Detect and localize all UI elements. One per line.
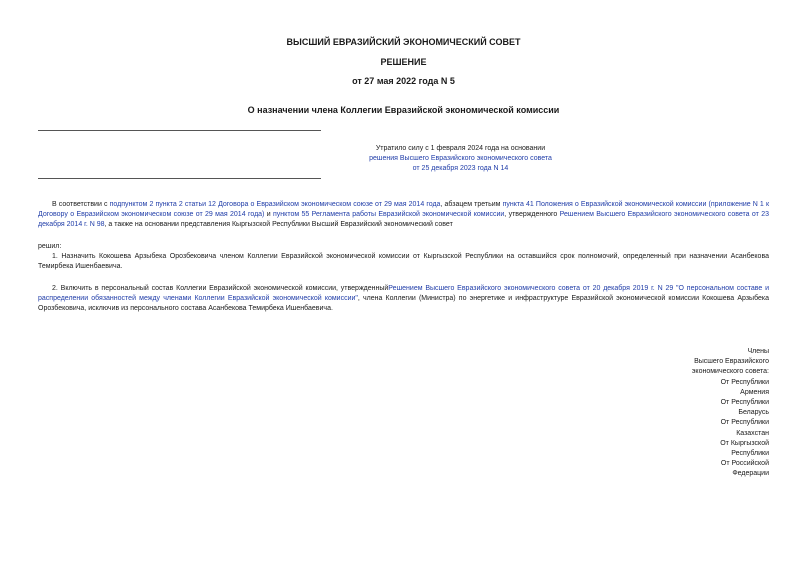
council-decision-98-link[interactable]: Решением Высшего Евразийского экономического совета от 23 декабря 2014 г. N 98	[38, 211, 769, 228]
signature-line: Беларусь	[738, 409, 769, 417]
signature-block	[600, 347, 769, 480]
document-type: РЕШЕНИЕ	[380, 57, 427, 67]
status-line: Утратило силу с 1 февраля 2024 года на основании	[375, 145, 546, 152]
council-decision-29-link[interactable]: Решением Высшего Евразийского экономического совета от 20 декабря 2019 г. N 29 "О персональном составе и распределении обязанностей между членами Коллегии Евразийской экономической комиссии"	[38, 285, 769, 302]
signature-line: От Российской	[720, 460, 769, 468]
rules-of-procedure-link[interactable]: пунктом 55 Регламента работы Евразийской экономической комиссии	[273, 211, 505, 218]
status-link-line-1[interactable]: решения Высшего Евразийского экономического совета	[369, 155, 552, 162]
signature-line: Высшего Евразийского	[694, 358, 769, 366]
divider-bottom	[38, 178, 321, 179]
preamble-text: В соответствии с	[52, 201, 110, 208]
preamble-text: , утвержденного	[504, 211, 560, 218]
resolved-label: решил:	[38, 243, 62, 250]
preamble-text: , а также на основании представления Кыргызской Республики Высший Евразийский экономический совет	[104, 221, 453, 228]
signature-line: От Кыргызской	[720, 439, 769, 447]
item-1-paragraph: 1. Назначить Кокошева Арзыбека Орозбековича членом Коллегии Евразийской экономической комиссии от Кыргызской Республики на оставшийся срок полномочий, определенный при назначении Асанбекова Темирбека Ишенбаевича.	[38, 253, 769, 270]
item-2-paragraph	[38, 284, 769, 314]
item-2-text: , члена Коллегии (Министра) по энергетике и инфраструктуре Евразийской экономической комиссии Кокошева Арзыбека Орозбековича, исключив из персонального состава Асанбекова Темирбека Ишенбаевича.	[38, 295, 770, 312]
preamble-text: и	[264, 211, 274, 218]
signature-line: Республики	[731, 450, 769, 458]
document-date-number: от 27 мая 2022 года N 5	[352, 76, 455, 86]
signature-line: экономического совета:	[691, 368, 769, 376]
signature-line: От Республики	[720, 419, 769, 427]
treaty-article-link[interactable]: подпунктом 2 пункта 2 статьи 12 Договора о Евразийском экономическом союзе от 29 мая 2014 года	[109, 201, 441, 208]
preamble-text: , абзацем третьим	[440, 201, 503, 208]
signature-line: Казахстан	[736, 429, 769, 437]
signature-line: Федерации	[732, 470, 769, 478]
preamble-paragraph	[38, 200, 769, 230]
signature-line: Армения	[740, 388, 769, 396]
divider-top	[38, 130, 321, 131]
item-2-text: 2. Включить в персональный состав Коллегии Евразийской экономической комиссии, утвержденный	[52, 285, 389, 292]
status-link-line-2[interactable]: от 25 декабря 2023 года N 14	[412, 165, 509, 172]
signature-line: От Республики	[720, 378, 769, 386]
issuing-authority: ВЫСШИЙ ЕВРАЗИЙСКИЙ ЭКОНОМИЧЕСКИЙ СОВЕТ	[286, 37, 521, 47]
signature-line: От Республики	[720, 399, 769, 407]
signature-line: Члены	[747, 348, 769, 355]
status-note	[38, 144, 807, 174]
document-title: О назначении члена Коллегии Евразийской экономической комиссии	[247, 105, 560, 115]
commission-regulation-link[interactable]: пункта 41 Положения о Евразийской экономической комиссии (приложение N 1 к Договору о Евразийском экономическом союзе от 29 мая 2014 года)	[38, 201, 770, 218]
